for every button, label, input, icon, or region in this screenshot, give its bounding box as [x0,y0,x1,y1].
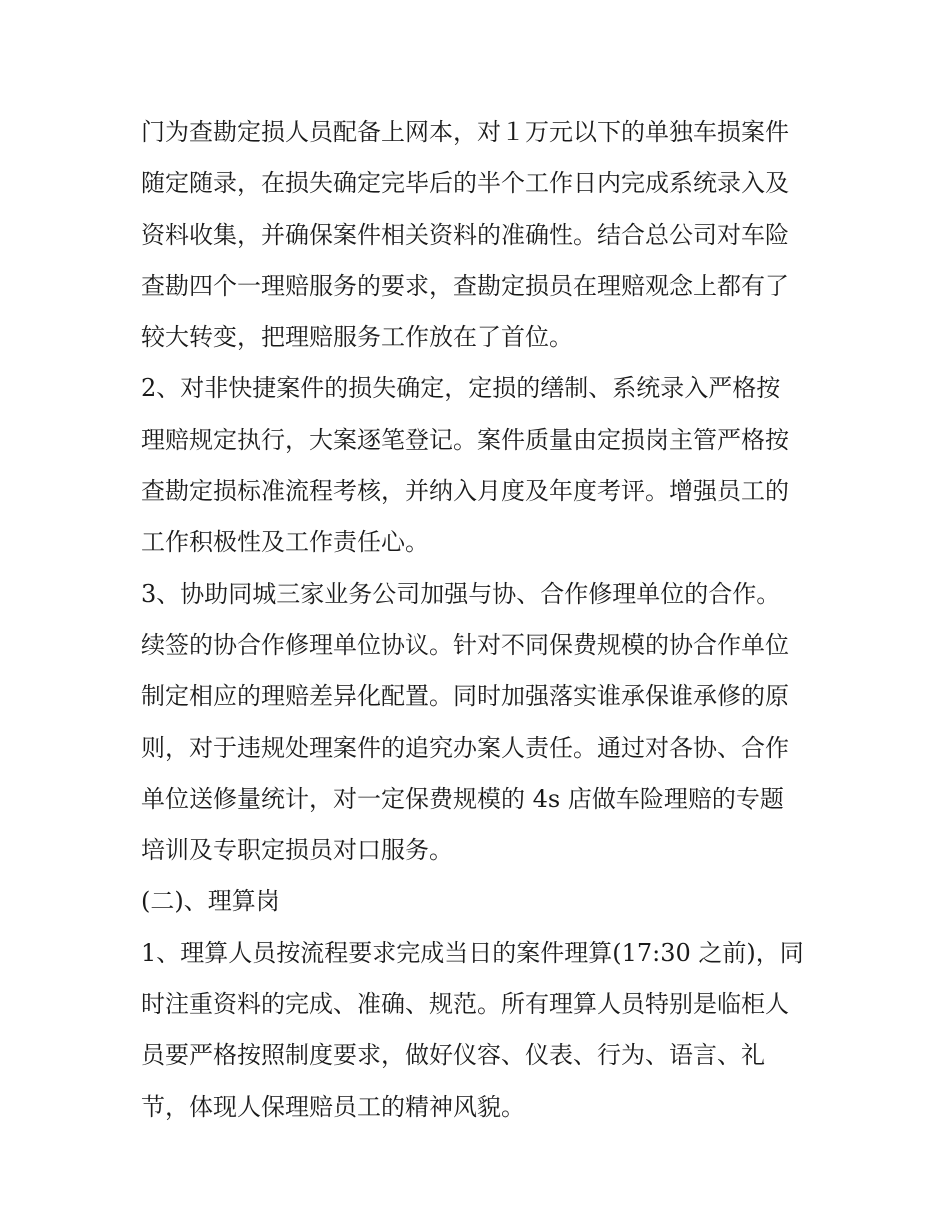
section-heading: (二)、理算岗 [141,887,280,916]
text-line: 较大转变，把理赔服务工作放在了首位。 [141,323,573,352]
text-line: 工作积极性及工作责任心。 [141,528,429,557]
text-line: 续签的协合作修理单位协议。针对不同保费规模的协合作单位 [141,630,789,659]
text-line: 员要严格按照制度要求，做好仪容、仪表、行为、语言、礼 [141,1041,765,1070]
text-line: 制定相应的理赔差异化配置。同时加强落实谁承保谁承修的原 [141,682,789,711]
text-line: 理赔规定执行，大案逐笔登记。案件质量由定损岗主管严格按 [141,425,789,454]
text-line: 随定随录，在损失确定完毕后的半个工作日内完成系统录入及 [141,169,789,198]
text-line: 时注重资料的完成、准确、规范。所有理算人员特别是临柜人 [141,990,789,1019]
text-line: 查勘四个一理赔服务的要求，查勘定损员在理赔观念上都有了 [141,271,789,300]
text-line: 资料收集，并确保案件相关资料的准确性。结合总公司对车险 [141,220,789,249]
text-line: 2、对非快捷案件的损失确定，定损的缮制、系统录入严格按 [141,374,781,403]
text-line: 3、协助同城三家业务公司加强与协、合作修理单位的合作。 [141,579,781,608]
text-line: 培训及专职定损员对口服务。 [141,836,453,865]
text-line: 单位送修量统计，对一定保费规模的 4s 店做车险理赔的专题 [141,784,784,813]
text-line: 则，对于违规处理案件的追究办案人责任。通过对各协、合作 [141,733,789,762]
body-text [141,107,821,1133]
text-line: 节，体现人保理赔员工的精神风貌。 [141,1092,525,1121]
text-line: 查勘定损标准流程考核，并纳入月度及年度考评。增强员工的 [141,477,789,506]
text-line: 门为查勘定损人员配备上网本，对１万元以下的单独车损案件 [141,118,789,146]
text-line: 1、理算人员按流程要求完成当日的案件理算(17:30 之前)，同 [141,938,804,967]
